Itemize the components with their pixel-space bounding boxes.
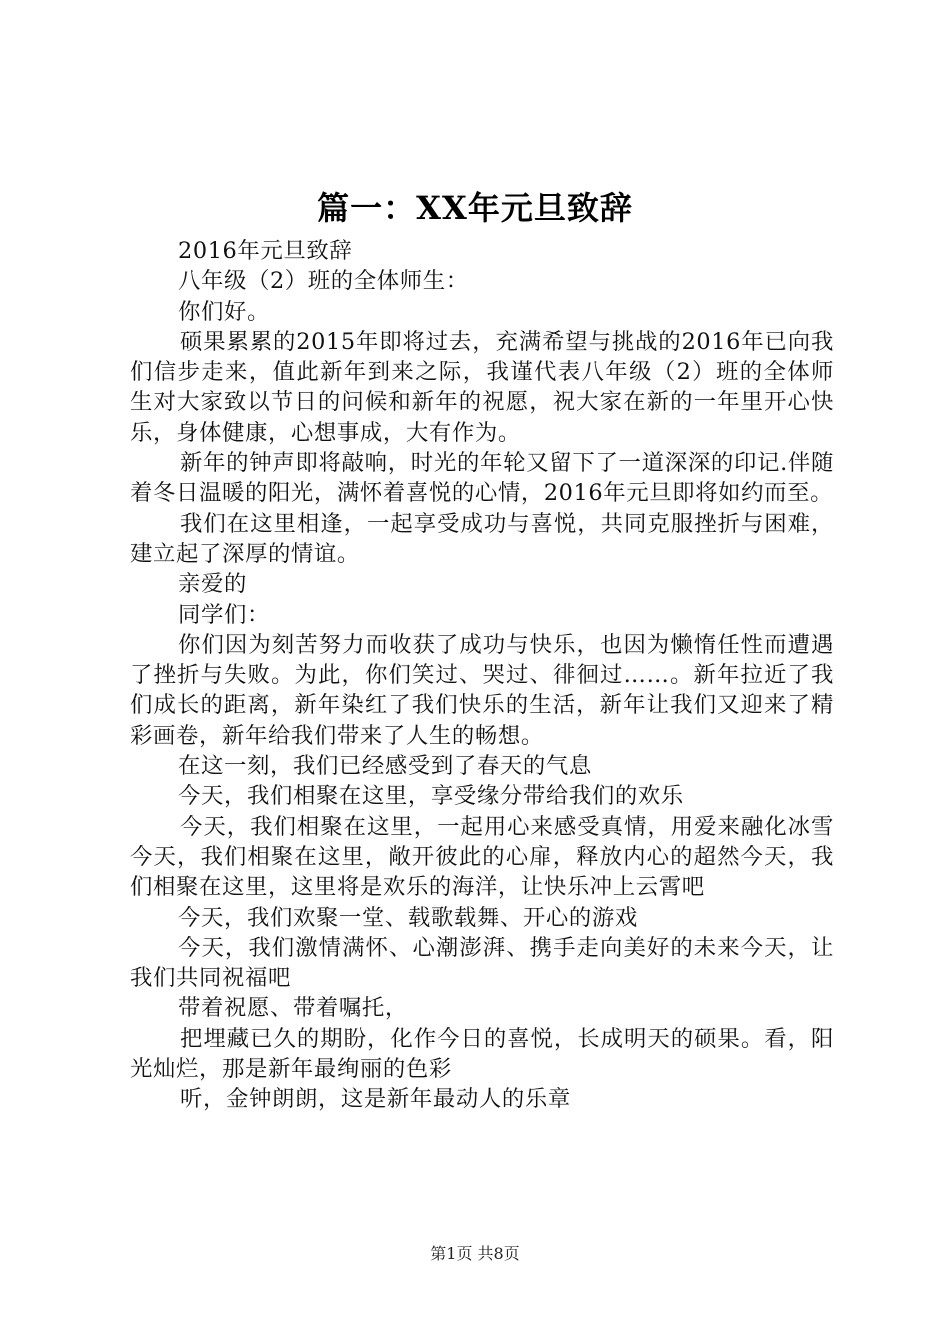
paragraph: 亲爱的	[178, 571, 247, 598]
paragraph: 八年级（2）班的全体师生：	[178, 268, 469, 295]
paragraph: 我们在这里相逢，一起享受成功与喜悦，共同克服挫折与困难，建立起了深厚的情谊。	[130, 510, 834, 567]
paragraph: 硕果累累的2015年即将过去，充满希望与挑战的2016年已向我们信步走来，值此新年到来之际，我谨代表八年级（2）班的全体师生对大家致以节日的问候和新年的祝愿，祝大家在新的一年里开心快乐，身体健康，心想事成，大有作为。	[130, 328, 834, 446]
paragraph: 今天，我们相聚在这里，一起用心来感受真情，用爱来融化冰雪今天，我们相聚在这里，敞开彼此的心扉，释放内心的超然今天，我们相聚在这里，这里将是欢乐的海洋，让快乐冲上云霄吧	[130, 813, 834, 901]
document-body	[130, 236, 834, 1115]
page-footer: 第1页 共8页	[430, 1244, 520, 1263]
paragraph: 同学们：	[178, 601, 270, 628]
paragraph: 今天，我们欢聚一堂、载歌载舞、开心的游戏	[178, 904, 638, 931]
paragraph: 带着祝愿、带着嘱托，	[178, 995, 408, 1022]
document-title: 篇一：XX年元旦致辞	[317, 189, 633, 227]
paragraph: 你们因为刻苦努力而收获了成功与快乐，也因为懒惰任性而遭遇了挫折与失败。为此，你们笑过、哭过、徘徊过……。新年拉近了我们成长的距离，新年染红了我们快乐的生活，新年让我们又迎来了精彩画卷，新年给我们带来了人生的畅想。	[130, 631, 834, 749]
paragraph: 在这一刻，我们已经感受到了春天的气息	[178, 753, 592, 780]
paragraph: 新年的钟声即将敲响，时光的年轮又留下了一道深深的印记.伴随着冬日温暖的阳光，满怀着喜悦的心情，2016年元旦即将如约而至。	[130, 450, 834, 507]
paragraph: 今天，我们激情满怀、心潮澎湃、携手走向美好的未来今天，让我们共同祝福吧	[130, 934, 834, 992]
paragraph: 2016年元旦致辞	[178, 238, 353, 264]
paragraph: 把埋藏已久的期盼，化作今日的喜悦，长成明天的硕果。看，阳光灿烂，那是新年最绚丽的色彩	[130, 1025, 834, 1083]
paragraph: 今天，我们相聚在这里，享受缘分带给我们的欢乐	[178, 783, 684, 810]
paragraph: 听，金钟朗朗，这是新年最动人的乐章	[180, 1086, 571, 1113]
paragraph: 你们好。	[178, 298, 270, 325]
